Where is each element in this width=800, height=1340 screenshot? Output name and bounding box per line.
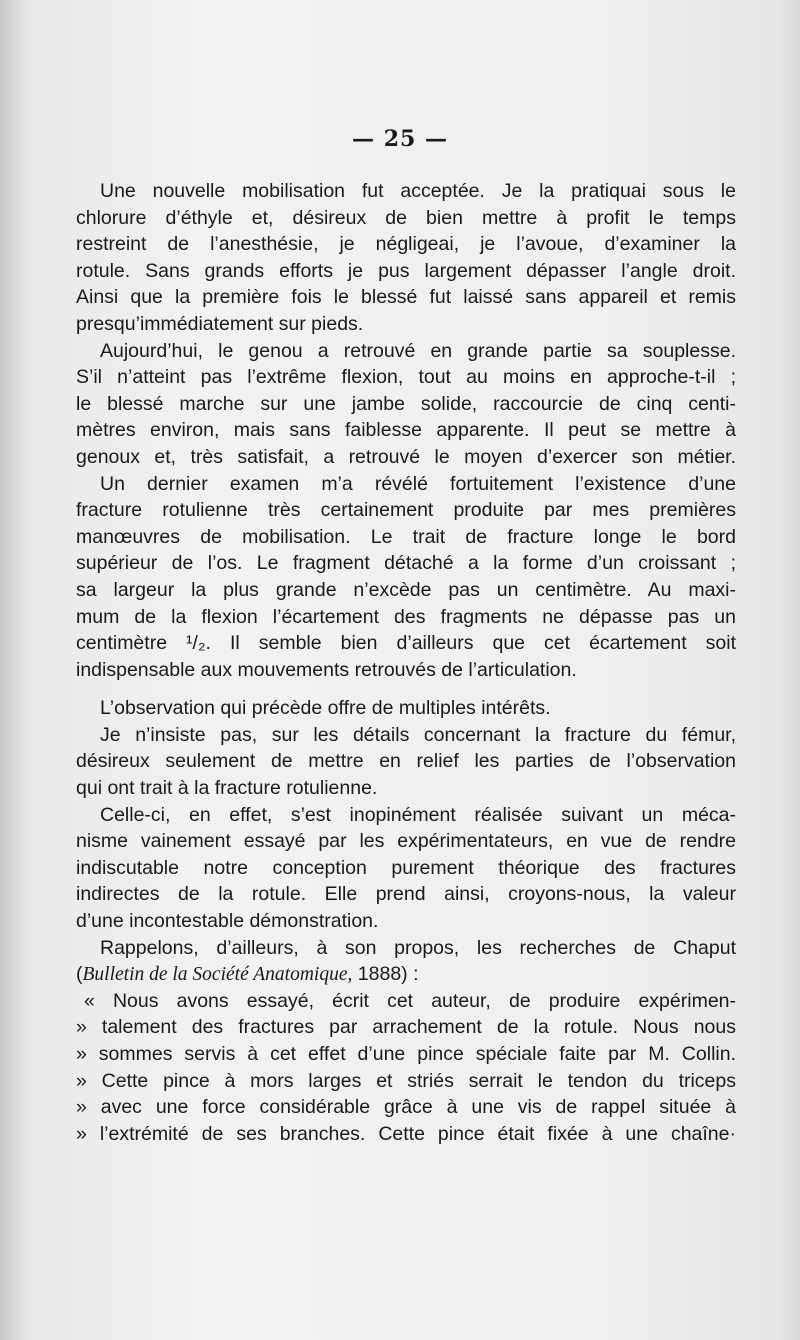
citation-line (76, 961, 736, 988)
paragraph-1 (76, 178, 736, 338)
text-line: fracture rotulienne très certainement produite par mes premières (76, 499, 736, 522)
text-line: Celle-ci, en effet, s’est inopinément réalisée suivant un méca- (100, 803, 736, 826)
text-line: restreint de l’anesthésie, je négligeai, je l’avoue, d’examiner la (76, 233, 736, 256)
text-line: S’il n’atteint pas l’extrême flexion, tout au moins en approche-t-il ; (76, 366, 736, 389)
paragraph-2 (76, 338, 736, 471)
text-line: Une nouvelle mobilisation fut acceptée. Je la pratiquai sous le (100, 180, 736, 202)
quote-line: » sommes servis à cet effet d’une pince spéciale faite par M. Collin. (76, 1043, 736, 1065)
quote-line: » l’extrémité de ses branches. Cette pince était fixée à une chaîne· (76, 1122, 736, 1145)
text-line: d’une incontestable démonstration. (76, 910, 379, 933)
text-line: le blessé marche sur une jambe solide, raccourcie de cinq centi- (76, 392, 736, 415)
text-line: Je n’insiste pas, sur les détails concernant la fracture du fémur, (100, 723, 736, 746)
text-line: manœuvres de mobilisation. Le trait de fracture longe le bord (76, 525, 736, 548)
text-line: supérieur de l’os. Le fragment détaché a la forme d’un croissant ; (76, 552, 736, 575)
text-line: presqu’immédiatement sur pieds. (76, 312, 364, 335)
text-line: centimètre ¹/₂. Il semble bien d’ailleurs que cet écartement soit (76, 632, 736, 655)
paragraph-3 (76, 471, 736, 684)
text-line: qui ont trait à la fracture rotulienne. (76, 777, 378, 800)
text-line: désireux seulement de mettre en relief les parties de l’observation (76, 750, 736, 773)
text-line: mum de la flexion l’écartement des fragments ne dépasse pas un (76, 605, 736, 628)
citation-open: ( (76, 963, 83, 986)
text-line: indirectes de la rotule. Elle prend ainsi, croyons-nous, la valeur (76, 883, 736, 906)
paragraph-6 (76, 802, 736, 935)
paragraph-5 (76, 722, 736, 802)
text-line: Un dernier examen m’a révélé fortuitement l’existence d’une (100, 472, 736, 495)
text-line: indispensable aux mouvements retrouvés de l’articulation. (76, 658, 577, 681)
citation-close: 1888) : (352, 963, 419, 986)
quote-line: » Cette pince à mors larges et striés serrait le tendon du triceps (76, 1069, 736, 1092)
text-line: Aujourd’hui, le genou a retrouvé en grande partie sa souplesse. (100, 339, 736, 362)
text-line: mètres environ, mais sans faiblesse apparente. Il peut se mettre à (76, 419, 736, 442)
text-line: genoux et, très satisfait, a retrouvé le moyen d’exercer son métier. (76, 445, 736, 468)
paragraph-gap (76, 683, 736, 695)
text-line: chlorure d’éthyle et, désireux de bien mettre à profit le temps (76, 206, 736, 229)
page-body (76, 178, 736, 1147)
text-line: nisme vainement essayé par les expérimentateurs, en vue de rendre (76, 830, 736, 853)
journal-title: Bulletin de la Société Anatomique, (82, 964, 353, 986)
quote-line: » avec une force considérable grâce à une vis de rappel située à (76, 1096, 736, 1119)
text-line: rotule. Sans grands efforts je pus largement dépasser l’angle droit. (76, 259, 736, 282)
text-line: Ainsi que la première fois le blessé fut laissé sans appareil et remis (76, 286, 736, 309)
paragraph-4 (76, 695, 736, 722)
quote-line: « Nous avons essayé, écrit cet auteur, de produire expérimen- (84, 989, 736, 1012)
quotation (76, 988, 736, 1148)
text-line: Rappelons, d’ailleurs, à son propos, les recherches de Chaput (100, 936, 736, 959)
text-line: indiscutable notre conception purement théorique des fractures (76, 856, 736, 879)
page-number: — 25 — (352, 126, 448, 152)
paragraph-7 (76, 935, 736, 988)
quote-line: » talement des fractures par arrachement de la rotule. Nous nous (76, 1016, 736, 1039)
text-line: sa largeur la plus grande n’excède pas un centimètre. Au maxi- (76, 578, 736, 601)
text-line: L’observation qui précède offre de multiples intérêts. (100, 697, 551, 720)
